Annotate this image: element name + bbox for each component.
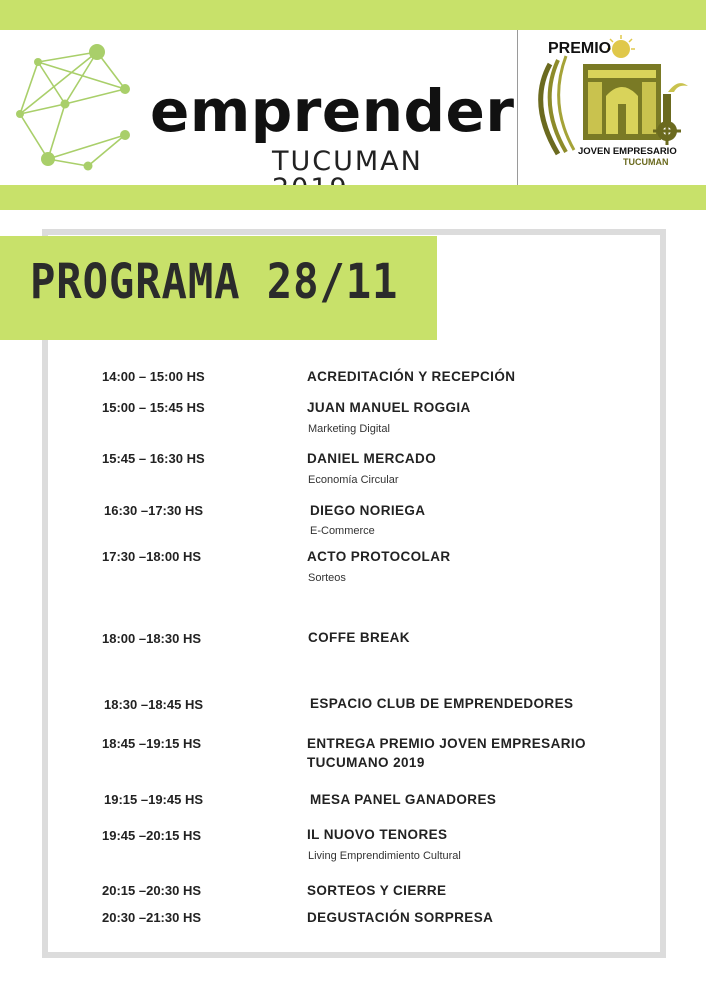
premio-title: PREMIO [548, 40, 612, 57]
schedule-time: 18:45 –19:15 HS [102, 736, 202, 751]
schedule-subtitle: Economía Circular [308, 474, 399, 486]
schedule-subtitle: Sorteos [308, 572, 346, 584]
schedule-title: ACTO PROTOCOLAR [307, 549, 451, 564]
schedule-time: 15:00 – 15:45 HS [102, 400, 205, 415]
schedule-subtitle: Marketing Digital [308, 423, 390, 435]
schedule-time: 19:45 –20:15 HS [102, 828, 202, 843]
schedule-title: MESA PANEL GANADORES [310, 792, 497, 807]
schedule-title: DIEGO NORIEGA [310, 503, 426, 518]
schedule-time: 18:00 –18:30 HS [102, 631, 202, 646]
schedule-title: ENTREGA PREMIO JOVEN EMPRESARIO [307, 736, 586, 751]
program-title: PROGRAMA 28/11 [30, 254, 399, 310]
schedule-time: 15:45 – 16:30 HS [102, 451, 205, 466]
schedule-time: 19:15 –19:45 HS [104, 792, 204, 807]
schedule-title-line2: TUCUMANO 2019 [307, 755, 425, 770]
schedule-time: 14:00 – 15:00 HS [102, 369, 205, 384]
header-divider [517, 30, 518, 185]
schedule-title: DEGUSTACIÓN SORPRESA [307, 910, 494, 925]
schedule-time: 20:15 –20:30 HS [102, 883, 202, 898]
schedule-title: JUAN MANUEL ROGGIA [307, 400, 471, 415]
logo-wordmark: emprender [150, 77, 515, 145]
network-graph-icon [10, 42, 150, 177]
schedule-time: 18:30 –18:45 HS [104, 697, 204, 712]
schedule-title: IL NUOVO TENORES [307, 827, 448, 842]
schedule-subtitle: E-Commerce [310, 525, 375, 537]
schedule-title: SORTEOS Y CIERRE [307, 883, 447, 898]
schedule-title: COFFE BREAK [308, 630, 410, 645]
premio-subtitle: JOVEN EMPRESARIO [578, 146, 677, 157]
emprender-logo [10, 42, 515, 177]
logo-subtitle: TUCUMAN [272, 146, 423, 177]
schedule-time: 20:30 –21:30 HS [102, 910, 202, 925]
schedule-title: DANIEL MERCADO [307, 451, 437, 466]
schedule-time: 17:30 –18:00 HS [102, 549, 202, 564]
premio-logo [528, 34, 698, 179]
schedule-title: ACREDITACIÓN Y RECEPCIÓN [307, 369, 516, 384]
premio-region: TUCUMAN [623, 157, 669, 167]
header [0, 30, 706, 185]
top-accent-band [0, 0, 706, 30]
schedule-time: 16:30 –17:30 HS [104, 503, 204, 518]
schedule-title: ESPACIO CLUB DE EMPRENDEDORES [310, 696, 574, 711]
schedule-subtitle: Living Emprendimiento Cultural [308, 850, 461, 862]
middle-accent-band [0, 185, 706, 210]
